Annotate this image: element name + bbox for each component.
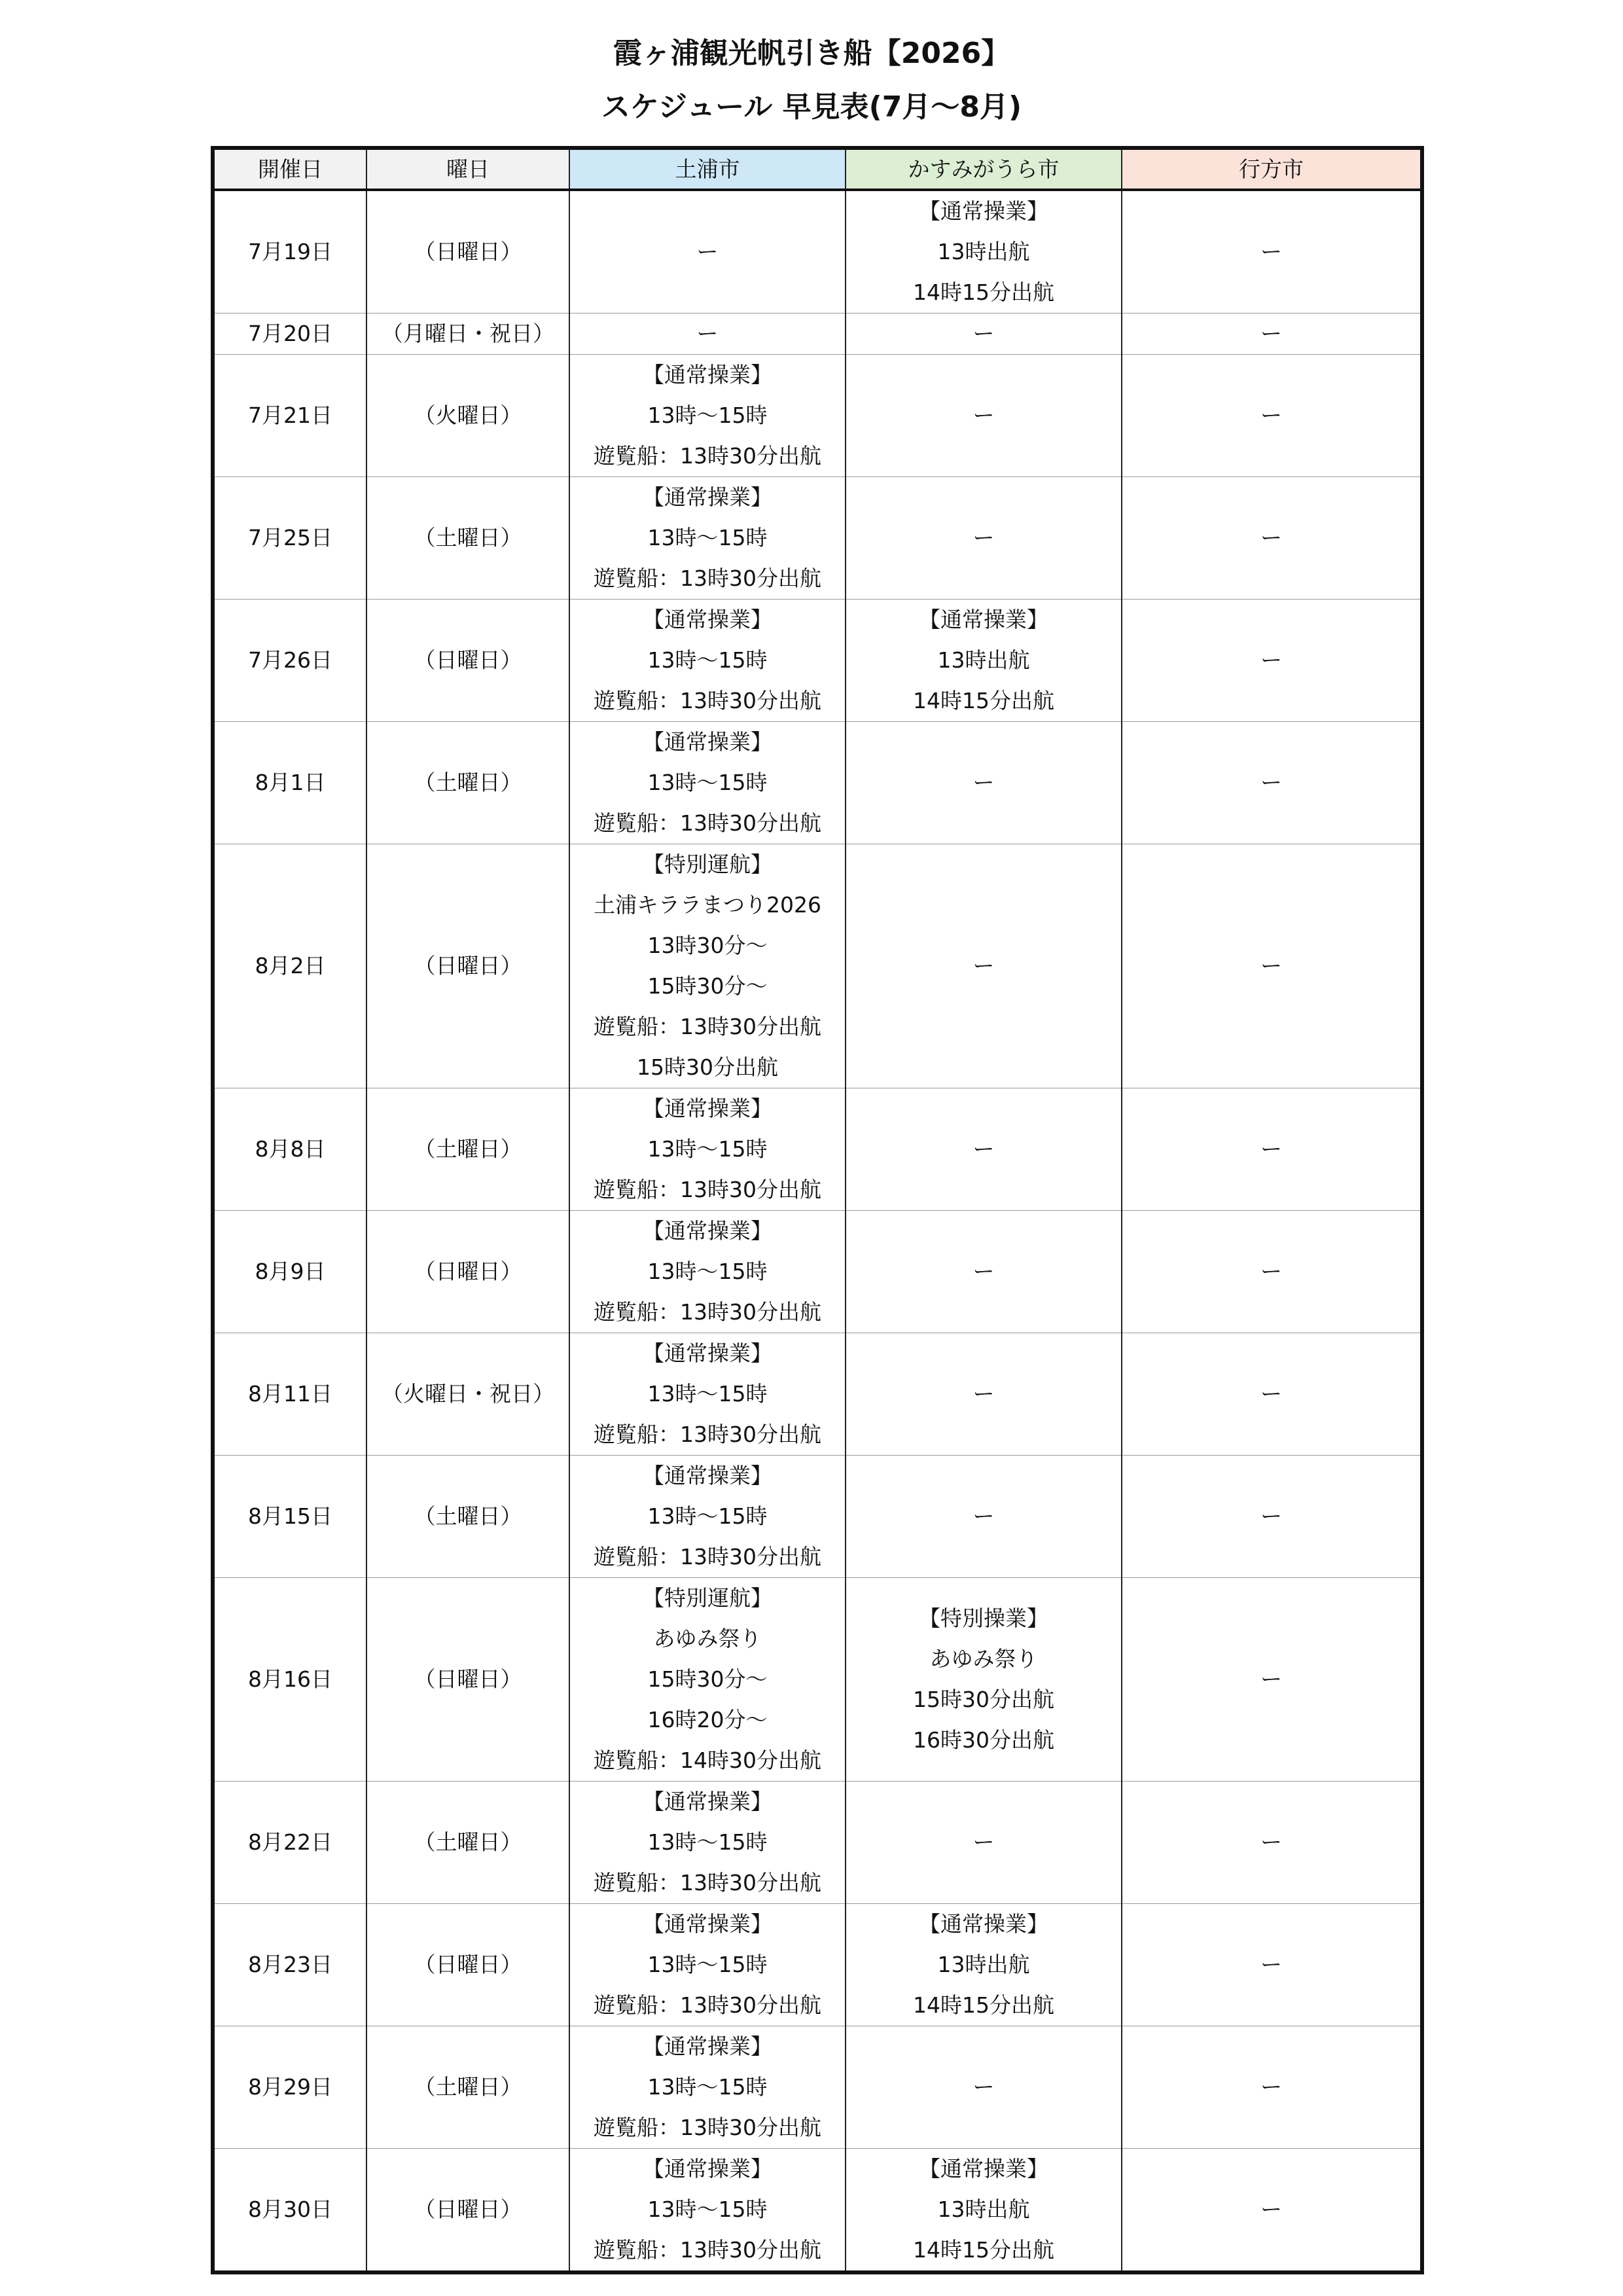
cell-line: 14時15分出航: [913, 279, 1054, 305]
weekday-cell: （土曜日）: [366, 2026, 569, 2149]
weekday-cell: （日曜日）: [366, 844, 569, 1088]
cell-line: 【特別運航】: [643, 852, 772, 877]
cell-line: ー: [1260, 2197, 1282, 2222]
cell-line: 遊覧船：13時30分出航: [594, 1544, 821, 1570]
cell-line: 遊覧船：13時30分出航: [594, 565, 821, 591]
tsuchiura-cell: [569, 1211, 846, 1333]
cell-line: 土浦キララまつり2026: [594, 892, 821, 918]
cell-line: 13時～15時: [647, 1136, 768, 1162]
tsuchiura-cell: [569, 1456, 846, 1578]
table-row: [213, 477, 1422, 600]
cell-line: ー: [972, 1503, 995, 1529]
cell-line: 16時20分～: [647, 1707, 768, 1732]
weekday-cell: （日曜日）: [366, 190, 569, 314]
cell-line: ー: [972, 525, 995, 550]
schedule-table: [211, 146, 1424, 2274]
cell-line: 【特別運航】: [643, 1585, 772, 1611]
namegata-cell: [1122, 1782, 1422, 1904]
document-title: 霞ヶ浦観光帆引き船【2026】: [613, 37, 1010, 70]
kasumigaura-cell: [846, 600, 1122, 722]
cell-line: ー: [972, 1259, 995, 1284]
cell-line: ー: [1260, 647, 1282, 673]
table-row: [213, 1211, 1422, 1333]
kasumigaura-cell: [846, 1904, 1122, 2026]
cell-line: 13時～15時: [647, 403, 768, 428]
namegata-cell: [1122, 190, 1422, 314]
table-header: [213, 148, 1422, 190]
namegata-cell: [1122, 600, 1422, 722]
weekday-cell: （土曜日）: [366, 1456, 569, 1578]
date-cell: 8月22日: [213, 1782, 366, 1904]
namegata-cell: [1122, 1578, 1422, 1782]
cell-line: 14時15分出航: [913, 1992, 1054, 2018]
date-cell: 8月2日: [213, 844, 366, 1088]
cell-line: 【通常操業】: [643, 362, 772, 387]
cell-line: ー: [1260, 2074, 1282, 2100]
date-cell: 8月11日: [213, 1333, 366, 1456]
tsuchiura-cell: [569, 722, 846, 844]
table-row: [213, 1088, 1422, 1211]
weekday-cell: （日曜日）: [366, 2149, 569, 2273]
table-body: [213, 190, 1422, 2272]
cell-line: 15時30分～: [647, 973, 768, 999]
cell-line: 13時～15時: [647, 525, 768, 550]
cell-line: ー: [1260, 1503, 1282, 1529]
date-cell: 8月8日: [213, 1088, 366, 1211]
cell-line: 15時30分出航: [913, 1687, 1054, 1712]
namegata-cell: [1122, 314, 1422, 355]
date-cell: 7月19日: [213, 190, 366, 314]
table-row: [213, 1578, 1422, 1782]
tsuchiura-cell: [569, 1578, 846, 1782]
cell-line: ー: [972, 403, 995, 428]
cell-line: ー: [696, 321, 719, 346]
cell-line: 13時～15時: [647, 2197, 768, 2222]
table-row: [213, 1333, 1422, 1456]
cell-line: ー: [972, 1829, 995, 1855]
cell-line: 【通常操業】: [643, 1218, 772, 1244]
tsuchiura-cell: [569, 1782, 846, 1904]
cell-line: ー: [1260, 1381, 1282, 1407]
date-cell: 8月15日: [213, 1456, 366, 1578]
kasumigaura-cell: [846, 477, 1122, 600]
cell-line: ー: [1260, 403, 1282, 428]
weekday-cell: （日曜日）: [366, 1904, 569, 2026]
cell-line: 13時～15時: [647, 647, 768, 673]
kasumigaura-cell: [846, 355, 1122, 477]
table-row: [213, 1904, 1422, 2026]
weekday-cell: （火曜日・祝日）: [366, 1333, 569, 1456]
weekday-cell: （月曜日・祝日）: [366, 314, 569, 355]
cell-line: 13時～15時: [647, 1381, 768, 1407]
cell-line: 【通常操業】: [643, 2034, 772, 2059]
cell-line: ー: [972, 1381, 995, 1407]
tsuchiura-cell: [569, 1904, 846, 2026]
cell-line: 13時～15時: [647, 1829, 768, 1855]
cell-line: 遊覧船：13時30分出航: [594, 1870, 821, 1895]
date-cell: 7月20日: [213, 314, 366, 355]
cell-line: ー: [696, 239, 719, 264]
weekday-cell: （日曜日）: [366, 1578, 569, 1782]
cell-line: ー: [1260, 953, 1282, 978]
table-row: [213, 722, 1422, 844]
cell-line: ー: [1260, 1829, 1282, 1855]
kasumigaura-cell: [846, 1456, 1122, 1578]
weekday-cell: （土曜日）: [366, 1782, 569, 1904]
cell-line: ー: [972, 2074, 995, 2100]
cell-line: 14時15分出航: [913, 688, 1054, 713]
cell-line: ー: [972, 321, 995, 346]
weekday-cell: （土曜日）: [366, 722, 569, 844]
header-kasumigaura: かすみがうら市: [846, 148, 1122, 190]
table-row: [213, 2149, 1422, 2273]
weekday-cell: （日曜日）: [366, 600, 569, 722]
kasumigaura-cell: [846, 1333, 1122, 1456]
cell-line: 【通常操業】: [919, 607, 1048, 632]
namegata-cell: [1122, 355, 1422, 477]
namegata-cell: [1122, 1904, 1422, 2026]
namegata-cell: [1122, 1333, 1422, 1456]
table-row: [213, 844, 1422, 1088]
header-row: [213, 148, 1422, 190]
weekday-cell: （日曜日）: [366, 1211, 569, 1333]
table-row: [213, 2026, 1422, 2149]
cell-line: 遊覧船：13時30分出航: [594, 2115, 821, 2140]
cell-line: 【通常操業】: [643, 1096, 772, 1121]
kasumigaura-cell: [846, 2149, 1122, 2273]
document-subtitle: スケジュール 早見表(7月～8月): [601, 90, 1022, 124]
cell-line: あゆみ祭り: [653, 1626, 762, 1651]
namegata-cell: [1122, 722, 1422, 844]
cell-line: 16時30分出航: [913, 1727, 1054, 1753]
date-cell: 8月30日: [213, 2149, 366, 2273]
kasumigaura-cell: [846, 1578, 1122, 1782]
cell-line: ー: [1260, 1136, 1282, 1162]
cell-line: 【通常操業】: [919, 2156, 1048, 2181]
cell-line: あゆみ祭り: [929, 1646, 1038, 1672]
cell-line: 【通常操業】: [919, 198, 1048, 224]
namegata-cell: [1122, 1211, 1422, 1333]
table-row: [213, 355, 1422, 477]
header-weekday: 曜日: [366, 148, 569, 190]
cell-line: 【通常操業】: [643, 1463, 772, 1488]
cell-line: ー: [1260, 770, 1282, 795]
cell-line: 13時出航: [937, 1952, 1030, 1977]
cell-line: 遊覧船：13時30分出航: [594, 1014, 821, 1039]
cell-line: 【通常操業】: [643, 729, 772, 755]
date-cell: 8月1日: [213, 722, 366, 844]
cell-line: ー: [972, 1136, 995, 1162]
cell-line: 遊覧船：13時30分出航: [594, 443, 821, 469]
kasumigaura-cell: [846, 722, 1122, 844]
cell-line: 13時30分～: [647, 933, 768, 958]
cell-line: 遊覧船：13時30分出航: [594, 810, 821, 836]
tsuchiura-cell: [569, 2149, 846, 2273]
header-tsuchiura: 土浦市: [569, 148, 846, 190]
tsuchiura-cell: [569, 1333, 846, 1456]
namegata-cell: [1122, 1456, 1422, 1578]
weekday-cell: （土曜日）: [366, 1088, 569, 1211]
kasumigaura-cell: [846, 1211, 1122, 1333]
tsuchiura-cell: [569, 1088, 846, 1211]
tsuchiura-cell: [569, 314, 846, 355]
date-cell: 7月25日: [213, 477, 366, 600]
tsuchiura-cell: [569, 2026, 846, 2149]
namegata-cell: [1122, 2026, 1422, 2149]
weekday-cell: （火曜日）: [366, 355, 569, 477]
cell-line: 15時30分出航: [637, 1054, 778, 1080]
cell-line: 13時出航: [937, 647, 1030, 673]
tsuchiura-cell: [569, 844, 846, 1088]
cell-line: 13時出航: [937, 239, 1030, 264]
cell-line: 15時30分～: [647, 1666, 768, 1692]
date-cell: 8月16日: [213, 1578, 366, 1782]
cell-line: 【通常操業】: [643, 484, 772, 510]
cell-line: 【通常操業】: [643, 1340, 772, 1366]
table-row: [213, 1782, 1422, 1904]
cell-line: 遊覧船：13時30分出航: [594, 1177, 821, 1202]
cell-line: 遊覧船：14時30分出航: [594, 1748, 821, 1773]
table-row: [213, 600, 1422, 722]
date-cell: 8月23日: [213, 1904, 366, 2026]
cell-line: ー: [1260, 525, 1282, 550]
cell-line: 遊覧船：13時30分出航: [594, 1422, 821, 1447]
date-cell: 8月9日: [213, 1211, 366, 1333]
cell-line: 13時～15時: [647, 2074, 768, 2100]
header-namegata: 行方市: [1122, 148, 1422, 190]
weekday-cell: （土曜日）: [366, 477, 569, 600]
tsuchiura-cell: [569, 600, 846, 722]
kasumigaura-cell: [846, 844, 1122, 1088]
cell-line: 13時～15時: [647, 1503, 768, 1529]
cell-line: 14時15分出航: [913, 2237, 1054, 2263]
namegata-cell: [1122, 2149, 1422, 2273]
cell-line: 【通常操業】: [643, 1911, 772, 1937]
tsuchiura-cell: [569, 190, 846, 314]
kasumigaura-cell: [846, 1088, 1122, 1211]
cell-line: 【通常操業】: [643, 1789, 772, 1814]
cell-line: ー: [1260, 321, 1282, 346]
cell-line: ー: [972, 953, 995, 978]
namegata-cell: [1122, 477, 1422, 600]
cell-line: 遊覧船：13時30分出航: [594, 2237, 821, 2263]
namegata-cell: [1122, 1088, 1422, 1211]
cell-line: ー: [1260, 239, 1282, 264]
date-cell: 8月29日: [213, 2026, 366, 2149]
cell-line: 13時出航: [937, 2197, 1030, 2222]
tsuchiura-cell: [569, 477, 846, 600]
cell-line: ー: [1260, 1259, 1282, 1284]
cell-line: ー: [1260, 1952, 1282, 1977]
header-date: 開催日: [213, 148, 366, 190]
cell-line: 【通常操業】: [643, 2156, 772, 2181]
cell-line: 【特別操業】: [919, 1605, 1048, 1631]
cell-line: 【通常操業】: [919, 1911, 1048, 1937]
date-cell: 7月26日: [213, 600, 366, 722]
tsuchiura-cell: [569, 355, 846, 477]
table-row: [213, 314, 1422, 355]
table-row: [213, 1456, 1422, 1578]
date-cell: 7月21日: [213, 355, 366, 477]
cell-line: 13時～15時: [647, 1259, 768, 1284]
table-row: [213, 190, 1422, 314]
cell-line: 13時～15時: [647, 770, 768, 795]
kasumigaura-cell: [846, 314, 1122, 355]
cell-line: 遊覧船：13時30分出航: [594, 688, 821, 713]
cell-line: 13時～15時: [647, 1952, 768, 1977]
cell-line: 遊覧船：13時30分出航: [594, 1992, 821, 2018]
cell-line: 【通常操業】: [643, 607, 772, 632]
cell-line: ー: [1260, 1666, 1282, 1692]
kasumigaura-cell: [846, 2026, 1122, 2149]
cell-line: ー: [972, 770, 995, 795]
namegata-cell: [1122, 844, 1422, 1088]
kasumigaura-cell: [846, 190, 1122, 314]
cell-line: 遊覧船：13時30分出航: [594, 1299, 821, 1325]
kasumigaura-cell: [846, 1782, 1122, 1904]
